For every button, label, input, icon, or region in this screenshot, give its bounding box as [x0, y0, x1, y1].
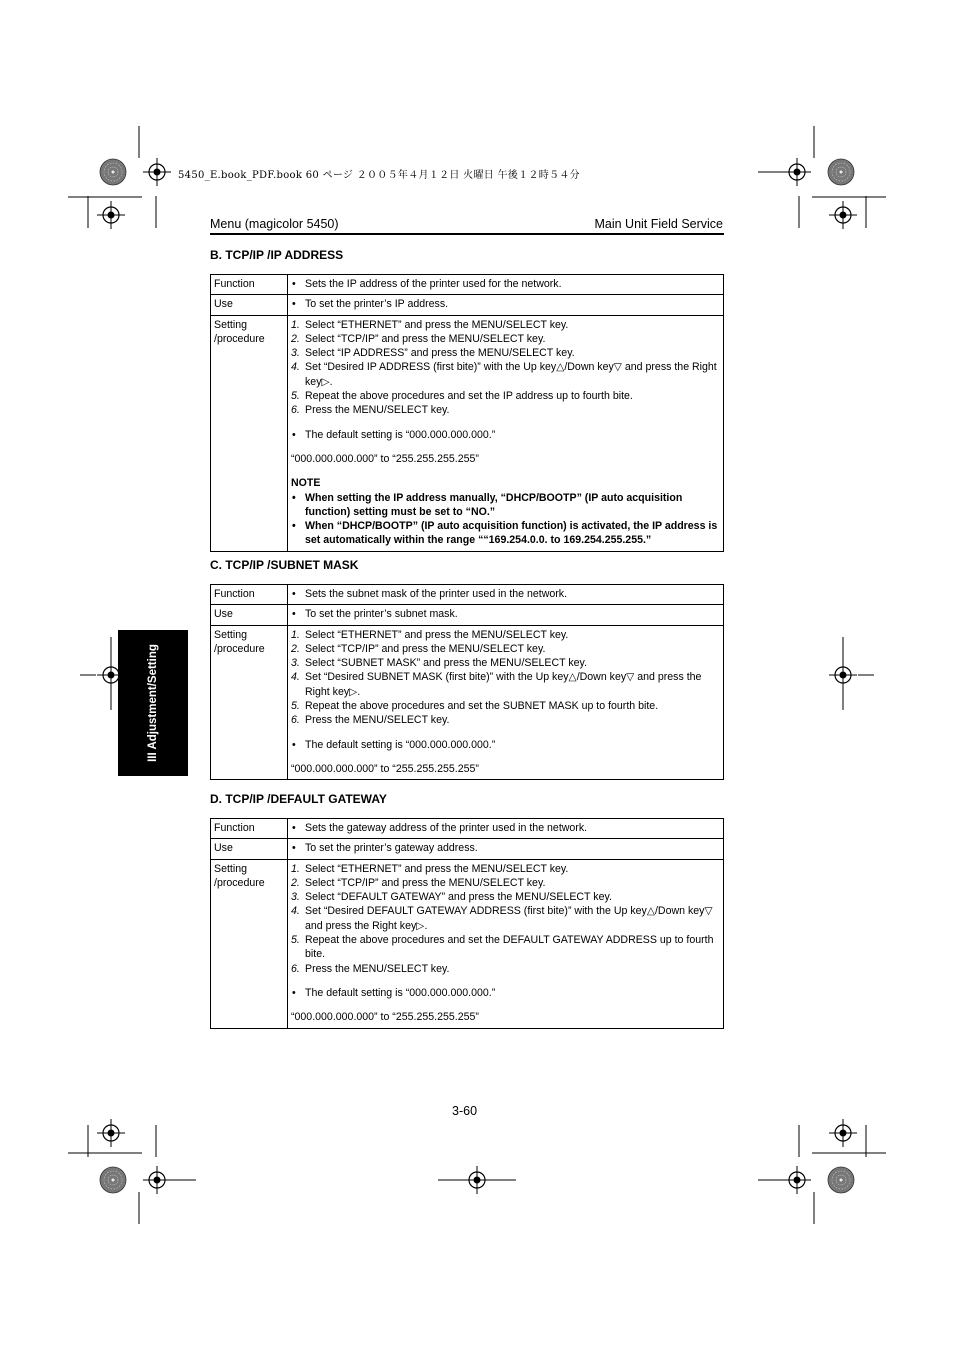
procedure-step: 2. Select “TCP/IP” and press the MENU/SELECT key. — [291, 332, 546, 345]
print-info-line: 5450_E.book_PDF.book 60 ページ ２００５年４月１２日 火曜日 午後１２時５４分 — [178, 170, 580, 181]
row-value — [288, 295, 724, 315]
table-row — [211, 585, 724, 605]
table-row — [211, 819, 724, 839]
subnet-mask-table — [210, 584, 724, 780]
table-row — [211, 625, 724, 780]
row-label: Use — [211, 839, 288, 859]
table-row — [211, 859, 724, 1028]
function-text: • Sets the subnet mask of the printer used in the network. — [291, 587, 720, 601]
table-row — [211, 605, 724, 625]
procedure-step: 6. Press the MENU/SELECT key. — [291, 404, 450, 417]
row-label: Use — [211, 295, 288, 315]
table-row — [211, 275, 724, 295]
setting-range: “000.000.000.000” to “255.255.255.255” — [291, 1011, 479, 1024]
row-value — [288, 819, 724, 839]
note-item: • When setting the IP address manually, “DHCP/BOOTP” (IP auto acquisition function) setting must be set to “NO.” — [291, 491, 720, 520]
header-manual-title: Menu (magicolor 5450) — [210, 217, 339, 231]
default-setting: • The default setting is “000.000.000.000.” — [291, 738, 720, 752]
setting-range: “000.000.000.000” to “255.255.255.255” — [291, 452, 479, 465]
row-value — [288, 625, 724, 780]
use-text: • To set the printer’s IP address. — [291, 297, 720, 311]
procedure-step: 5. Repeat the above procedures and set the DEFAULT GATEWAY ADDRESS up to fourth bite. — [291, 934, 714, 961]
use-text: • To set the printer’s gateway address. — [291, 841, 720, 855]
note-item: • When “DHCP/BOOTP” (IP auto acquisition function) is activated, the IP address is set automatically within the range ““169.254.0.0. to 169.254.255.255.” — [291, 519, 720, 548]
procedure-step: 3. Select “IP ADDRESS” and press the MENU/SELECT key. — [291, 347, 575, 360]
header-rule — [210, 233, 724, 235]
procedure-step: 3. Select “SUBNET MASK” and press the MENU/SELECT key. — [291, 657, 588, 670]
procedure-step: 2. Select “TCP/IP” and press the MENU/SELECT key. — [291, 642, 546, 655]
side-tab-label: III Adjustment/Setting — [147, 644, 159, 762]
row-value — [288, 859, 724, 1028]
row-value — [288, 315, 724, 551]
section-title-subnet-mask: C. TCP/IP /SUBNET MASK — [210, 558, 359, 572]
ip-address-table — [210, 274, 724, 552]
procedure-step: 1. Select “ETHERNET” and press the MENU/SELECT key. — [291, 862, 569, 875]
default-setting: • The default setting is “000.000.000.000.” — [291, 428, 720, 442]
table-row — [211, 295, 724, 315]
function-text: • Sets the gateway address of the printer used in the network. — [291, 821, 720, 835]
procedure-step: 1. Select “ETHERNET” and press the MENU/SELECT key. — [291, 318, 569, 331]
table-row — [211, 839, 724, 859]
row-label: Function — [211, 275, 288, 295]
row-value — [288, 585, 724, 605]
procedure-step: 4. Set “Desired SUBNET MASK (first bite)” with the Up key△/Down key▽ and press the Right key▷. — [291, 671, 702, 698]
row-label: Setting /procedure — [211, 625, 288, 780]
row-label: Function — [211, 819, 288, 839]
default-gateway-table — [210, 818, 724, 1029]
row-label: Setting /procedure — [211, 315, 288, 551]
row-label: Setting /procedure — [211, 859, 288, 1028]
procedure-step: 1. Select “ETHERNET” and press the MENU/SELECT key. — [291, 628, 569, 641]
procedure-step: 5. Repeat the above procedures and set the SUBNET MASK up to fourth bite. — [291, 700, 659, 713]
default-setting: • The default setting is “000.000.000.000.” — [291, 986, 720, 1000]
function-text: • Sets the IP address of the printer used for the network. — [291, 277, 720, 291]
procedure-step: 5. Repeat the above procedures and set the IP address up to fourth bite. — [291, 390, 633, 403]
row-label: Use — [211, 605, 288, 625]
setting-range: “000.000.000.000” to “255.255.255.255” — [291, 762, 479, 775]
use-text: • To set the printer’s subnet mask. — [291, 607, 720, 621]
row-value — [288, 839, 724, 859]
procedure-step: 2. Select “TCP/IP” and press the MENU/SELECT key. — [291, 876, 546, 889]
header-section-title: Main Unit Field Service — [594, 217, 723, 231]
note-heading: NOTE — [291, 477, 321, 490]
procedure-step: 6. Press the MENU/SELECT key. — [291, 714, 450, 727]
row-value — [288, 275, 724, 295]
page-number: 3-60 — [452, 1104, 478, 1118]
procedure-step: 3. Select “DEFAULT GATEWAY” and press the MENU/SELECT key. — [291, 891, 612, 904]
section-title-ip-address: B. TCP/IP /IP ADDRESS — [210, 248, 344, 262]
row-label: Function — [211, 585, 288, 605]
procedure-step: 4. Set “Desired DEFAULT GATEWAY ADDRESS (first bite)” with the Up key△/Down key▽ and press the Right key▷. — [291, 905, 713, 932]
procedure-step: 4. Set “Desired IP ADDRESS (first bite)” with the Up key△/Down key▽ and press the Right key▷. — [291, 361, 717, 388]
row-value — [288, 605, 724, 625]
procedure-step: 6. Press the MENU/SELECT key. — [291, 962, 450, 975]
section-title-default-gateway: D. TCP/IP /DEFAULT GATEWAY — [210, 792, 387, 806]
table-row — [211, 315, 724, 551]
